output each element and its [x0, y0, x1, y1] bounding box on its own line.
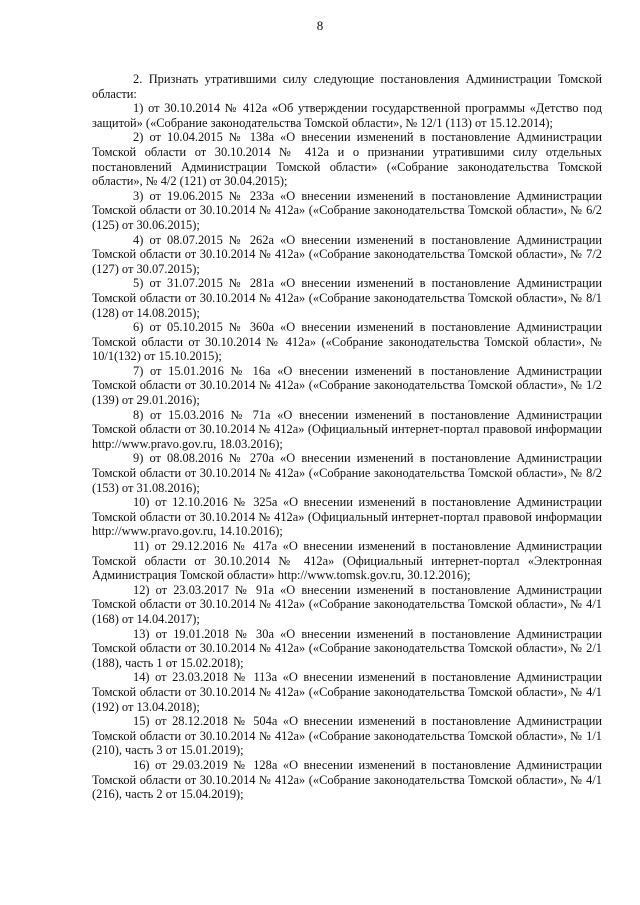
list-item: 8) от 15.03.2016 № 71а «О внесении изменений в постановление Администрации Томской области от 30.10.2014 № 412а» (Официальный интернет-портал правовой информации http://www.pravo.gov.ru, 18.03.2016);: [92, 407, 602, 451]
document-body: [92, 72, 602, 802]
page-number: 8: [316, 18, 324, 33]
list-item: 14) от 23.03.2018 № 113а «О внесении изменений в постановление Администрации Томской области от 30.10.2014 № 412а» («Собрание законодательства Томской области», № 4/1 (192) от 13.04.2018);: [92, 670, 602, 714]
list-item: 3) от 19.06.2015 № 233а «О внесении изменений в постановление Администрации Томской области от 30.10.2014 № 412а» («Собрание законодательства Томской области», № 6/2 (125) от 30.06.2015);: [92, 188, 602, 232]
list-item: 13) от 19.01.2018 № 30а «О внесении изменений в постановление Администрации Томской области от 30.10.2014 № 412а» («Собрание законодательства Томской области», № 2/1 (188), часть 1 от 15.02.2018);: [92, 626, 602, 670]
list-item: 2) от 10.04.2015 № 138а «О внесении изменений в постановление Администрации Томской области от 30.10.2014 № 412а и о признании утратившими силу отдельных постановлений Администрации Томской области» («Собрание законодательства Томской области», № 4/2 (121) от 30.04.2015);: [92, 130, 602, 189]
list-item: 7) от 15.01.2016 № 16а «О внесении изменений в постановление Администрации Томской области от 30.10.2014 № 412а» («Собрание законодательства Томской области», № 1/2 (139) от 29.01.2016);: [92, 363, 602, 408]
list-item: 9) от 08.08.2016 № 270а «О внесении изменений в постановление Администрации Томской области от 30.10.2014 № 412а» («Собрание законодательства Томской области», № 8/2 (153) от 31.08.2016);: [92, 451, 602, 495]
list-item: 15) от 28.12.2018 № 504а «О внесении изменений в постановление Администрации Томской области от 30.10.2014 № 412а» («Собрание законодательства Томской области», № 1/1 (210), часть 3 от 15.01.2019);: [92, 714, 602, 758]
intro-paragraph: 2. Признать утратившими силу следующие постановления Администрации Томской области:: [92, 72, 602, 101]
list-item: 16) от 29.03.2019 № 128а «О внесении изменений в постановление Администрации Томской области от 30.10.2014 № 412а» («Собрание законодательства Томской области», № 4/1 (216), часть 2 от 15.04.2019);: [92, 757, 602, 802]
list-item: 10) от 12.10.2016 № 325а «О внесении изменений в постановление Администрации Томской области от 30.10.2014 № 412а» (Официальный интернет-портал правовой информации http://www.pravo.gov.ru, 14.10.2016);: [92, 495, 602, 539]
list-item: 6) от 05.10.2015 № 360а «О внесении изменений в постановление Администрации Томской области от 30.10.2014 № 412а» («Собрание законодательства Томской области», № 10/1(132) от 15.10.2015);: [92, 320, 602, 364]
list-item: 1) от 30.10.2014 № 412а «Об утверждении государственной программы «Детство под защитой» («Собрание законодательства Томской области», № 12/1 (113) от 15.12.2014);: [92, 101, 602, 130]
list-item: 12) от 23.03.2017 № 91а «О внесении изменений в постановление Администрации Томской области от 30.10.2014 № 412а» («Собрание законодательства Томской области», № 4/1 (168) от 14.04.2017);: [92, 582, 602, 626]
list-item: 5) от 31.07.2015 № 281а «О внесении изменений в постановление Администрации Томской области от 30.10.2014 № 412а» («Собрание законодательства Томской области», № 8/1 (128) от 14.08.2015);: [92, 276, 602, 320]
list-item: 11) от 29.12.2016 № 417а «О внесении изменений в постановление Администрации Томской области от 30.10.2014 № 412а» (Официальный интернет-портал «Электронная Администрация Томской области» http://www.tomsk.gov.ru, 30.12.2016);: [92, 539, 602, 583]
list-item: 4) от 08.07.2015 № 262а «О внесении изменений в постановление Администрации Томской области от 30.10.2014 № 412а» («Собрание законодательства Томской области», № 7/2 (127) от 30.07.2015);: [92, 232, 602, 276]
